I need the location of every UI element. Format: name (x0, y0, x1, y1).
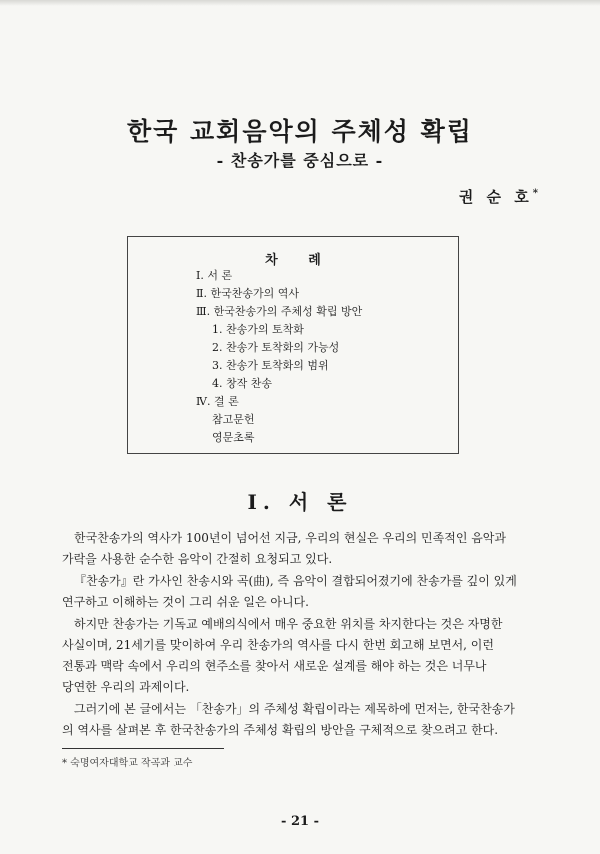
text-line: 그러기에 본 글에서는 「찬송가」의 주체성 확립이라는 제목하에 먼저는, 한국찬송가 (74, 702, 515, 716)
paper-title: 한국 교회음악의 주체성 확립 (127, 117, 473, 146)
text-line: 연구하고 이해하는 것이 그리 쉬운 일은 아니다. (62, 595, 309, 609)
toc-item-english-abstract: 영문초록 (212, 431, 255, 444)
text-line: 당연한 우리의 과제이다. (62, 680, 190, 694)
toc-item-history: Ⅱ. 한국찬송가의 역사 (196, 287, 299, 300)
table-of-contents (127, 236, 459, 454)
text-line: 하지만 찬송가는 기독교 예배의식에서 매우 중요한 위치를 차지한다는 것은 자명한 (74, 617, 503, 631)
footnote: * 숙명여자대학교 작곡과 교수 (62, 758, 193, 769)
toc-item-conclusion: Ⅳ. 결 론 (196, 395, 239, 408)
toc-heading: 차 례 (265, 253, 321, 268)
toc-item-scope: 3. 찬송가 토착화의 범위 (212, 359, 329, 372)
author-name (459, 186, 538, 207)
author-name-text: 권 순 호 (458, 188, 533, 206)
text-line: 『찬송가』란 가사인 찬송시와 곡(曲), 즉 음악이 결합되어졌기에 찬송가를 깊이 있게 (74, 574, 517, 588)
text-line: 사실이며, 21세기를 맞이하여 우리 찬송가의 역사를 다시 한번 회고해 보면서, 이런 (62, 638, 494, 652)
toc-item-possibility: 2. 찬송가 토착화의 가능성 (212, 341, 340, 354)
page-edge-shadow (0, 0, 600, 6)
toc-item-references: 참고문헌 (212, 413, 255, 426)
text-line: 한국찬송가의 역사가 100년이 넘어선 지금, 우리의 현실은 우리의 민족적인 음악과 (74, 531, 506, 545)
paragraph (62, 699, 540, 741)
footnote-divider (62, 748, 224, 749)
section-heading: Ⅰ. 서 론 (247, 490, 353, 514)
page-number: - 21 - (281, 814, 319, 829)
toc-item-indigenization: 1. 찬송가의 토착화 (212, 323, 304, 336)
body-text (62, 528, 540, 742)
paragraph (62, 528, 540, 570)
toc-list (196, 267, 362, 447)
toc-item-identity-plan: Ⅲ. 한국찬송가의 주체성 확립 방안 (196, 305, 363, 318)
author-footnote-mark: * (532, 188, 538, 199)
text-line: 전통과 맥락 속에서 우리의 현주소를 찾아서 새로운 설계를 해야 하는 것은 너무나 (62, 659, 487, 673)
paper-subtitle: - 찬송가를 중심으로 - (216, 151, 384, 170)
paragraph (62, 614, 540, 698)
toc-item-original-hymns: 4. 창작 찬송 (212, 377, 272, 390)
text-line: 의 역사를 살펴본 후 한국찬송가의 주체성 확립의 방안을 구체적으로 찾으려고 한다. (62, 723, 499, 737)
toc-item-introduction: Ⅰ. 서 론 (196, 269, 233, 282)
text-line: 가락을 사용한 순수한 음악이 간절히 요청되고 있다. (62, 552, 333, 566)
paragraph (62, 571, 540, 613)
